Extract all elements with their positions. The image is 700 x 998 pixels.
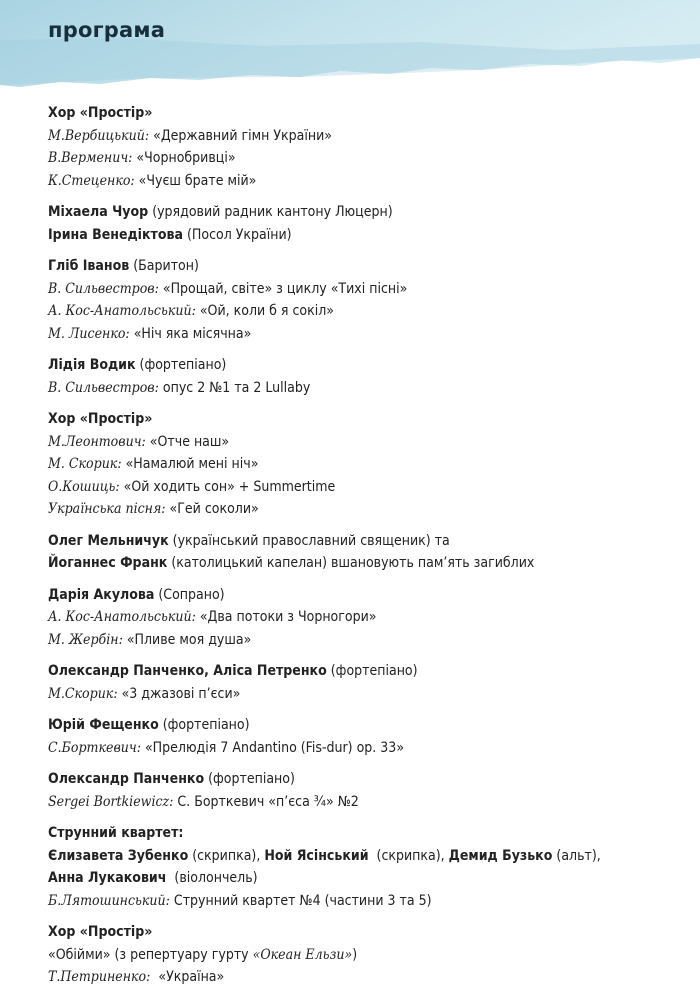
work-line — [48, 498, 678, 521]
performer-line — [48, 714, 678, 737]
work-title: «Прелюдія 7 Andantino (Fis-dur) op. 33» — [144, 739, 405, 756]
performer: Гліб Іванов — [48, 258, 130, 274]
program-item-memorial — [48, 530, 678, 575]
program-item-piano-duo — [48, 660, 678, 705]
program-item-choir-second — [48, 408, 678, 521]
composer: А. Кос-Анатольський: — [48, 609, 196, 625]
program-item-choir-finale — [48, 921, 678, 989]
composer: К.Стеценко: — [48, 172, 135, 189]
composer: М.Скорик: — [48, 685, 118, 702]
performer: Олександр Панченко, Аліса Петренко — [48, 663, 327, 679]
header-band — [0, 0, 700, 92]
performer-role: (фортепіано) — [330, 663, 418, 679]
composer: Українська пісня: — [48, 501, 166, 517]
composer: О.Кошиць: — [48, 478, 120, 495]
performer: Хор «Простір» — [48, 924, 153, 940]
work-line — [48, 147, 678, 170]
work-line — [48, 300, 678, 323]
work-title: С. Борткевич «п’єса ¾» №2 — [177, 793, 359, 810]
work-line — [48, 966, 678, 989]
memorial-line — [48, 530, 678, 553]
composer: М. Жербін: — [48, 631, 123, 648]
composer: В. Сильвестров: — [48, 280, 159, 297]
work-line — [48, 323, 678, 346]
composer: Sergei Bortkiewicz: — [48, 793, 174, 810]
page-title: програма — [48, 18, 166, 42]
program-item-piano-feshchenko — [48, 714, 678, 759]
composer: Т.Петриненко: — [48, 969, 151, 985]
work-title: «Пливе моя душа» — [126, 631, 252, 648]
program-item-choir-opening — [48, 102, 678, 192]
work-line — [48, 125, 678, 148]
performer-line — [48, 354, 678, 377]
performer-role: (фортепіано) — [208, 771, 295, 787]
speaker-name: Міхаела Чуор — [48, 204, 149, 220]
work-line — [48, 629, 678, 652]
performer-line — [48, 660, 678, 683]
performer: Хор «Простір» — [48, 105, 153, 121]
work-title: «Два потоки з Чорногори» — [199, 609, 377, 625]
member-name: Демид Бузько — [448, 847, 553, 864]
work-line — [48, 683, 678, 706]
program-item-piano-panchenko — [48, 768, 678, 813]
work-title: Струнний квартет №4 (частини 3 та 5) — [173, 892, 432, 909]
quartet-members-line — [48, 867, 678, 890]
work-title: «Державний гімн України» — [153, 127, 332, 144]
speaker-line — [48, 201, 678, 224]
program-item-baritone — [48, 255, 678, 345]
performer-line — [48, 584, 678, 607]
speaker-role: (урядовий радник кантону Люцерн) — [152, 204, 393, 220]
work-title: «Україна» — [158, 969, 225, 985]
composer: В.Верменич: — [48, 150, 133, 166]
member-name: Ной Ясінський — [264, 847, 369, 864]
clergy-role: (український православний священик) та — [172, 532, 450, 549]
performer: Лідія Водик — [48, 357, 136, 373]
song-title: «Обійми» — [48, 946, 111, 963]
work-line — [48, 791, 678, 814]
clergy-name: Олег Мельничук — [48, 532, 169, 549]
quartet-heading: Струнний квартет: — [48, 825, 184, 841]
performer-role: (Баритон) — [133, 258, 199, 274]
program-item-soprano — [48, 584, 678, 652]
composer: А. Кос-Анатольський: — [48, 303, 196, 319]
work-line — [48, 377, 678, 400]
program-item-piano-vodyk — [48, 354, 678, 399]
work-line — [48, 431, 678, 454]
clergy-role: (католицький капелан) вшановують пам’ять загиблих — [171, 555, 535, 571]
program-list — [48, 102, 678, 998]
member-role: (віолончель) — [174, 870, 258, 886]
memorial-line — [48, 552, 678, 575]
work-title: «Намалюй мені ніч» — [125, 456, 259, 472]
work-title: «3 джазові п’єси» — [121, 685, 241, 702]
work-line — [48, 170, 678, 193]
performer: Олександр Панченко — [48, 771, 205, 787]
composer: М.Вербицький: — [48, 127, 150, 144]
performer: Юрій Фещенко — [48, 717, 159, 733]
work-title: опус 2 №1 та 2 Lullaby — [162, 379, 311, 396]
composer: М. Лисенко: — [48, 325, 130, 342]
composer: С.Борткевич: — [48, 739, 141, 756]
program-item-string-quartet — [48, 822, 678, 912]
work-title: «Чуєш брате мій» — [138, 172, 257, 189]
performer-role: (фортепіано) — [162, 717, 250, 733]
song-note-end: ) — [352, 946, 358, 963]
performer-role: (фортепіано) — [139, 357, 227, 373]
work-title: «Гей соколи» — [169, 501, 259, 517]
composer: М.Леонтович: — [48, 433, 146, 450]
member-role: (скрипка), — [192, 847, 261, 864]
member-name: Єлизавета Зубенко — [48, 847, 189, 864]
composer: М. Скорик: — [48, 456, 122, 472]
performer: Дарія Акулова — [48, 586, 155, 603]
performer-line — [48, 255, 678, 278]
member-role: (альт), — [556, 847, 601, 864]
member-role: (скрипка), — [376, 847, 445, 864]
work-title: «Отче наш» — [149, 433, 230, 450]
work-line — [48, 606, 678, 629]
work-title: «Ой ходить сон» + Summertime — [123, 478, 336, 495]
performer-line — [48, 768, 678, 791]
work-title: «Ой, коли б я сокіл» — [199, 303, 335, 319]
speaker-line — [48, 224, 678, 247]
composer: В. Сильвестров: — [48, 379, 159, 396]
performer: Хор «Простір» — [48, 411, 153, 427]
speaker-role: (Посол України) — [186, 226, 292, 243]
work-line — [48, 890, 678, 913]
song-note: (з репертуару гурту — [114, 946, 249, 963]
member-name: Анна Лукакович — [48, 870, 167, 886]
work-line — [48, 278, 678, 301]
work-title: «Чорнобривці» — [136, 150, 236, 166]
watercolor-band-graphic — [0, 0, 700, 92]
quartet-members-line — [48, 845, 678, 868]
clergy-name: Йоганнес Франк — [48, 555, 168, 571]
work-title: «Прощай, світе» з циклу «Тихі пісні» — [162, 280, 408, 297]
performer-role: (Сопрано) — [158, 586, 225, 603]
work-line — [48, 453, 678, 476]
work-line — [48, 476, 678, 499]
band-name: «Океан Ельзи» — [252, 946, 353, 963]
song-line — [48, 944, 678, 967]
composer: Б.Лятошинський: — [48, 892, 170, 909]
speaker-name: Ірина Венедіктова — [48, 226, 183, 243]
work-line — [48, 737, 678, 760]
program-item-speeches — [48, 201, 678, 246]
work-title: «Ніч яка місячна» — [133, 325, 252, 342]
